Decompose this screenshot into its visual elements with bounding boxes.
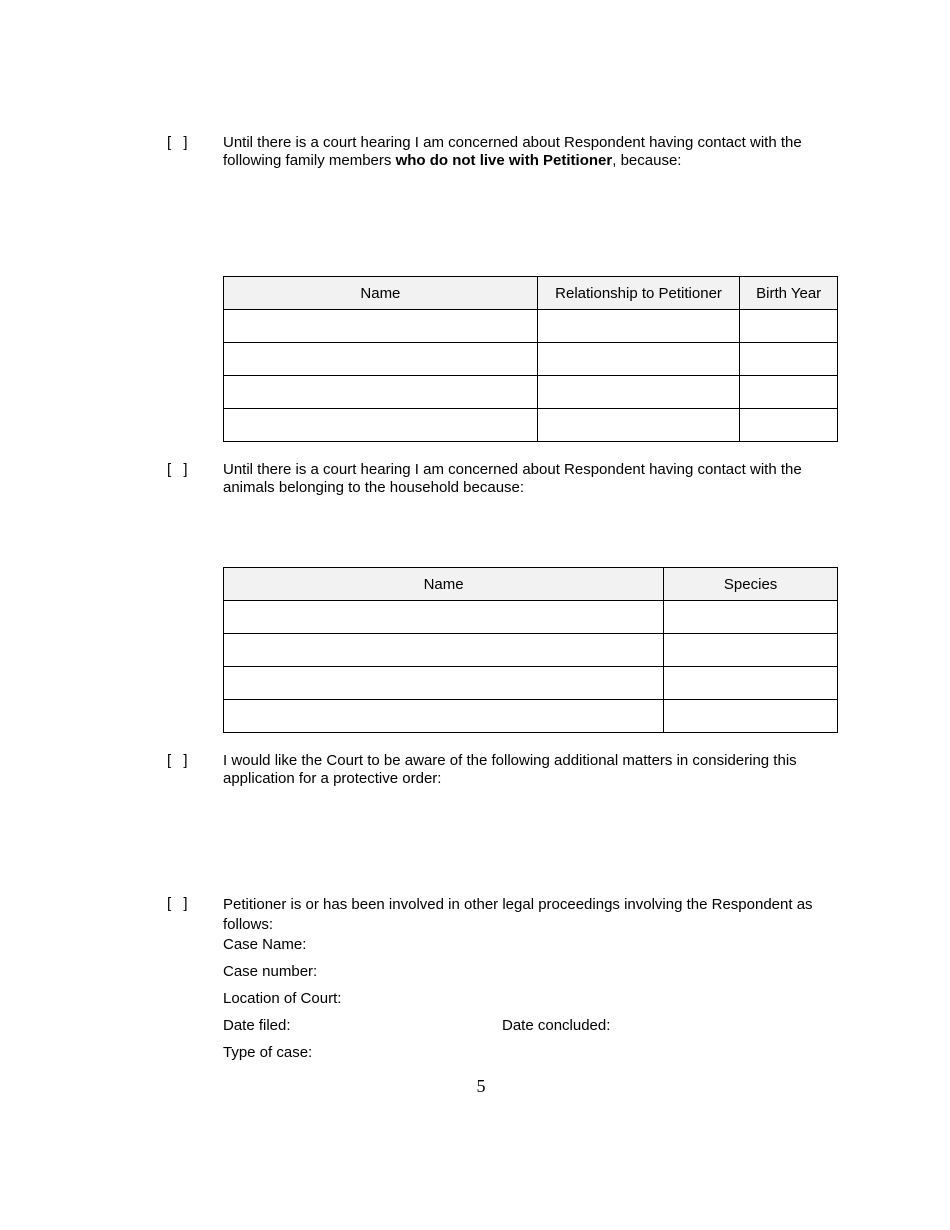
family-name-cell[interactable] xyxy=(224,310,538,343)
animal-name-cell[interactable] xyxy=(224,700,664,733)
table-row xyxy=(224,343,838,376)
family-name-cell[interactable] xyxy=(224,376,538,409)
other-proceedings-checkbox[interactable]: [ ] xyxy=(167,895,188,912)
type-of-case-label: Type of case: xyxy=(223,1044,313,1061)
animals-text: Until there is a court hearing I am concerned about Respondent having contact with the animals belonging to the household because: xyxy=(223,461,802,496)
family-text-bold: who do not live with Petitioner xyxy=(395,152,613,169)
date-filed-label: Date filed: xyxy=(223,1017,291,1034)
column-header-birth-year: Birth Year xyxy=(740,277,838,310)
family-relationship-cell[interactable] xyxy=(537,310,739,343)
column-header-name: Name xyxy=(224,277,538,310)
table-row xyxy=(224,700,838,733)
location-of-court-label: Location of Court: xyxy=(223,990,342,1007)
date-concluded-label: Date concluded: xyxy=(502,1017,611,1034)
table-row xyxy=(224,667,838,700)
table-row xyxy=(224,634,838,667)
animals-checkbox[interactable]: [ ] xyxy=(167,461,188,478)
table-row xyxy=(224,601,838,634)
family-relationship-cell[interactable] xyxy=(537,409,739,442)
column-header-relationship: Relationship to Petitioner xyxy=(537,277,739,310)
family-birth-year-cell[interactable] xyxy=(740,343,838,376)
family-text-end: , because: xyxy=(612,152,682,169)
animal-species-cell[interactable] xyxy=(664,700,838,733)
animals-table xyxy=(223,567,838,733)
animal-species-cell[interactable] xyxy=(664,634,838,667)
additional-matters-text: I would like the Court to be aware of the following additional matters in considering this application for a protective order: xyxy=(223,752,797,787)
column-header-species: Species xyxy=(664,568,838,601)
animal-species-cell[interactable] xyxy=(664,601,838,634)
family-name-cell[interactable] xyxy=(224,343,538,376)
table-row xyxy=(224,310,838,343)
family-birth-year-cell[interactable] xyxy=(740,409,838,442)
page-number: 5 xyxy=(476,1076,486,1096)
family-relationship-cell[interactable] xyxy=(537,343,739,376)
case-name-label: Case Name: xyxy=(223,936,307,953)
family-birth-year-cell[interactable] xyxy=(740,376,838,409)
table-header-row xyxy=(224,277,838,310)
additional-matters-checkbox[interactable]: [ ] xyxy=(167,752,188,769)
family-name-cell[interactable] xyxy=(224,409,538,442)
case-number-label: Case number: xyxy=(223,963,318,980)
animal-name-cell[interactable] xyxy=(224,634,664,667)
family-text-start: Until there is a court hearing I am concerned about Respondent having contact with the following family members xyxy=(223,134,802,169)
animal-name-cell[interactable] xyxy=(224,667,664,700)
table-header-row xyxy=(224,568,838,601)
family-members-text xyxy=(223,134,843,170)
family-relationship-cell[interactable] xyxy=(537,376,739,409)
animal-name-cell[interactable] xyxy=(224,601,664,634)
table-row xyxy=(224,409,838,442)
family-birth-year-cell[interactable] xyxy=(740,310,838,343)
family-members-checkbox[interactable]: [ ] xyxy=(167,134,188,151)
other-proceedings-text: Petitioner is or has been involved in other legal proceedings involving the Respondent as follows: xyxy=(223,896,813,933)
animal-species-cell[interactable] xyxy=(664,667,838,700)
column-header-animal-name: Name xyxy=(224,568,664,601)
family-members-table xyxy=(223,276,838,442)
table-row xyxy=(224,376,838,409)
